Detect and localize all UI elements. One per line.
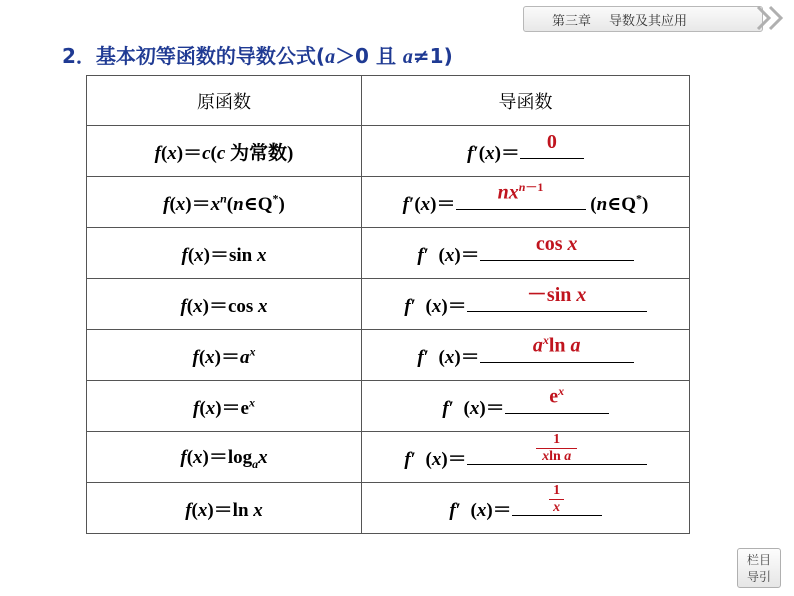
original-function-cell: f(x)＝sin x [87,228,362,279]
answer-fraction: $\frac{1}{x}$ [512,483,602,516]
nav-label-line1: 栏目 [746,553,771,567]
derivative-cell: f′ (x)＝ $\frac{1}{\text{xln a}}$ [362,432,690,483]
table-header-row [87,76,690,126]
original-function-cell: f(x)＝c(c 为常数) [87,126,362,177]
chapter-label: 第三章 [552,13,592,29]
table-row [87,126,690,177]
answer-fraction: $\frac{1}{\text{xln a}}$ [467,432,647,465]
table-row [87,279,690,330]
section-nav-button[interactable] [737,548,781,588]
derivative-cell: f′ (x)＝ －sin x [362,279,690,330]
answer-text: cos x [535,232,578,255]
original-function-cell: $f(x)=\log_ax$ [87,432,362,483]
table-row [87,432,690,483]
answer-text: $nx^{n-1}$ [497,179,544,204]
table-row [87,228,690,279]
table-row [87,483,690,534]
original-function-cell: $f(x)=x^n(n\in Q^*)$ [87,177,362,228]
derivative-cell: f′ (x)＝ cos x [362,228,690,279]
answer-text: $e^x$ [549,383,565,408]
answer-text: －sin x [526,283,587,306]
derivative-cell: f′ (x)＝ $e^x$ [362,381,690,432]
derivative-cell: f′(x)＝ $nx^{n-1}$ (n∈Q*) [362,177,690,228]
table-row [87,177,690,228]
header-original-function: 原函数 [87,76,362,126]
topic-label: 导数及其应用 [609,13,688,29]
derivative-formula-table [86,75,690,534]
section-title: 2．基本初等函数的导数公式(a＞0 且 a≠1) [62,44,453,68]
original-function-cell: $f(x)=e^x$ [87,381,362,432]
original-function-cell: f(x)＝ln x [87,483,362,534]
header-derivative-function: 导函数 [362,76,690,126]
answer-text: $a^x\ln$ a [532,332,581,357]
double-chevron-right-icon[interactable] [752,4,792,32]
derivative-cell: f′ (x)＝ $a^x\ln$ a [362,330,690,381]
nav-label-line2: 导引 [746,570,771,584]
table-row [87,330,690,381]
derivative-cell: f′(x)＝ 0 [362,126,690,177]
original-function-cell: f(x)＝cos x [87,279,362,330]
original-function-cell: $f(x)=a^x$ [87,330,362,381]
table-row [87,381,690,432]
answer-text: 0 [546,130,557,153]
chapter-banner [523,6,763,32]
derivative-cell: f′ (x)＝ $\frac{1}{x}$ [362,483,690,534]
